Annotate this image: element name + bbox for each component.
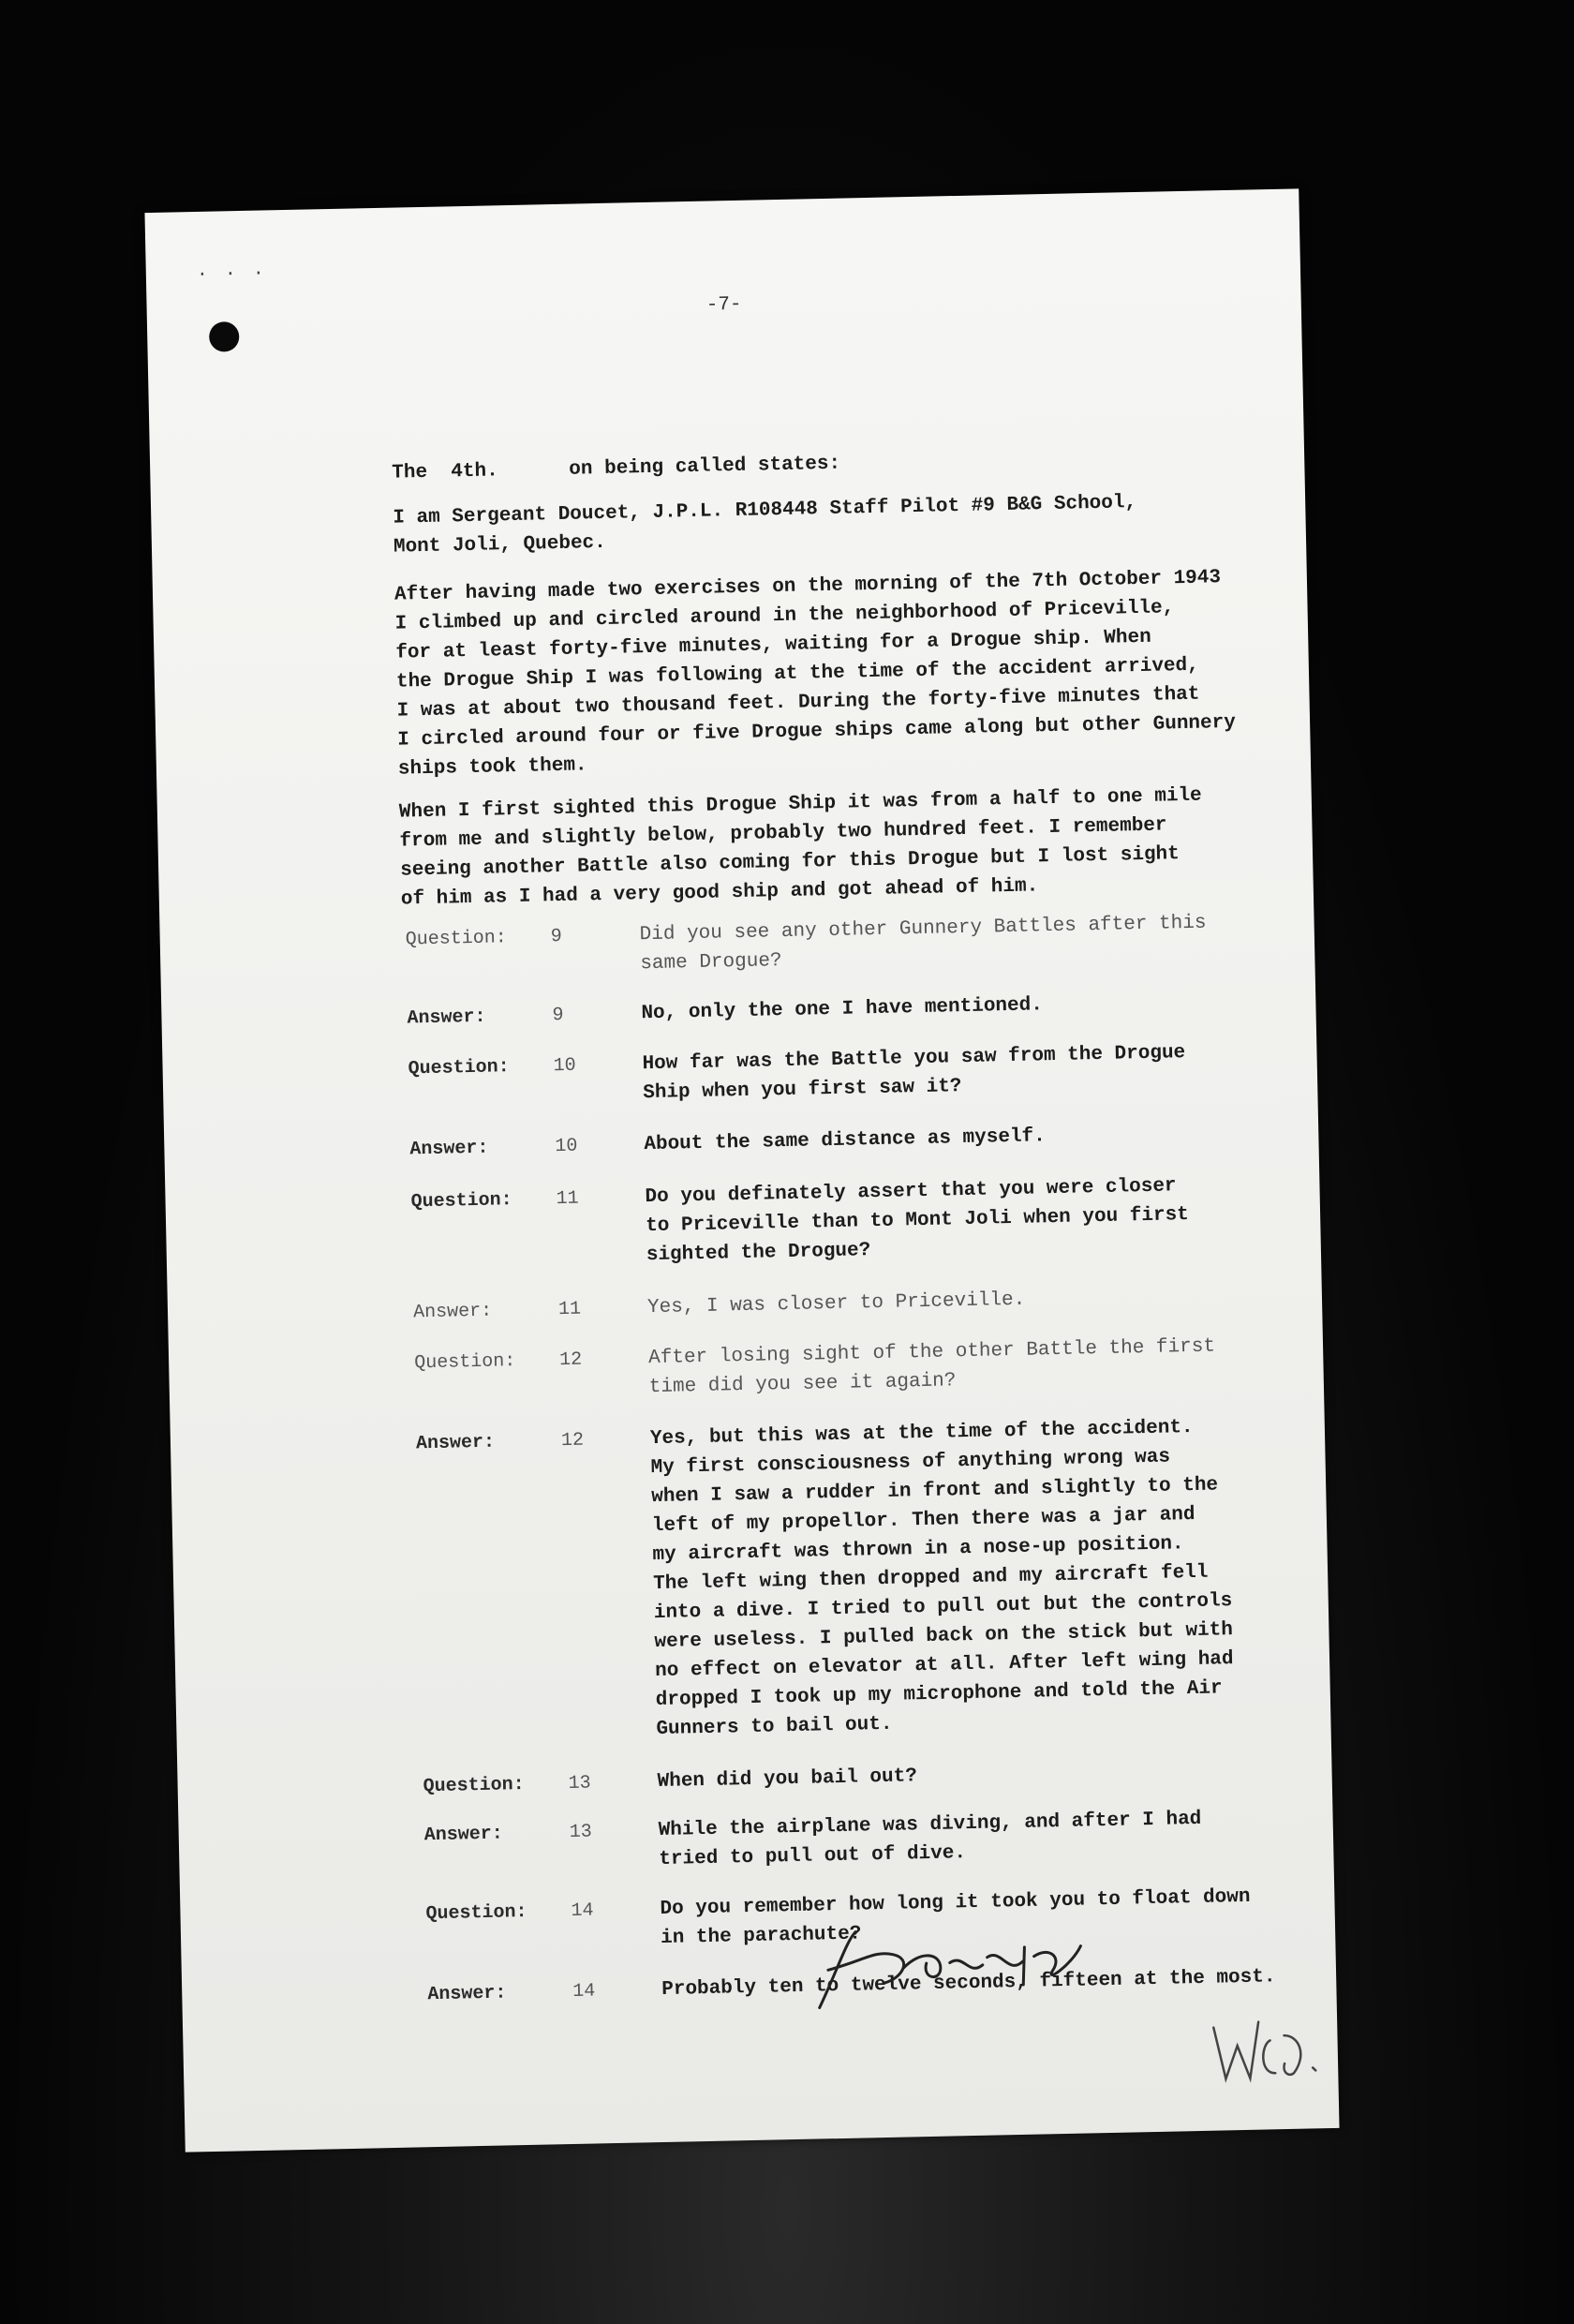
witness-identity: I am Sergeant Doucet, J.P.L. R108448 Staff Pilot #9 B&G School, Mont Joli, Quebec.: [393, 492, 1137, 559]
qa-number: 10: [555, 1135, 578, 1158]
qa-text: Do you definately assert that you were closer to Priceville than to Mont Joli when you first sighted the Drogue?: [645, 1175, 1190, 1267]
qa-text: Do you remember how long it took you to float down in the parachute?: [660, 1885, 1251, 1949]
handwritten-signature: [799, 1908, 1101, 2018]
qa-label: Answer:: [409, 1137, 489, 1161]
qa-label: Question:: [408, 1056, 510, 1080]
qa-number: 12: [558, 1348, 583, 1372]
page-number: -7-: [705, 293, 742, 317]
qa-number: 12: [560, 1429, 585, 1452]
qa-label: Question:: [425, 1900, 527, 1926]
qa-text: Did you see any other Gunnery Battles after this same Drogue?: [639, 912, 1207, 976]
qa-entry: [415, 1411, 1287, 1741]
qa-text: When did you bail out?: [657, 1765, 918, 1794]
qa-label: Answer:: [407, 1006, 486, 1030]
qa-label: Answer:: [412, 1300, 493, 1324]
qa-entry: [413, 1331, 1285, 1399]
qa-label: Question:: [405, 927, 508, 951]
corner-marks: · · ·: [196, 262, 268, 286]
statement-paragraph-2: When I first sighted this Drogue Ship it was from a half to one mile from me and slightly below, probably two hundred feet. I remember seeing another Battle also coming for this Drogue but I lost sight of him as I had a very good ship and got ahead of him.: [398, 784, 1202, 911]
qa-number: 10: [553, 1054, 576, 1078]
qa-number: 13: [568, 1772, 591, 1795]
qa-text: Yes, but this was at the time of the accident. My first consciousness of anything wrong was when I saw a rudder in front and slightly to the left of my propellor. Then there was a jar and my aircraft was thrown in a nose-up position. The left wing then dropped and my aircraft fell into a dive. I tried to pull out but the controls were useless. I pulled back on the stick but with no effect on elevator at all. After left wing had dropped I took up my microphone and told the Air Gunners to bail out.: [649, 1416, 1234, 1741]
statement-paragraph-1: After having made two exercises on the morning of the 7th October 1943 I climbed up and circled around in the neighborhood of Priceville, for at least forty-five minutes, waiting for a Drogue ship. When the Drogue Ship I was following at the time of the accident arrived, I was at about two thousand feet. During the forty-five minutes that I circled around four or five Drogue ships came along but other Gunnery ships took them.: [394, 567, 1237, 781]
qa-text: No, only the one I have mentioned.: [641, 994, 1044, 1025]
qa-entry: [425, 1882, 1297, 1949]
qa-number: 11: [556, 1187, 579, 1211]
qa-label: Question:: [413, 1350, 516, 1375]
qa-text: After losing sight of the other Battle the first time did you see it again?: [647, 1335, 1216, 1399]
qa-number: 11: [557, 1298, 582, 1321]
qa-label: Answer:: [423, 1823, 504, 1847]
qa-text: Probably ten to twelve seconds, fifteen at the most.: [661, 1966, 1276, 2001]
qa-entry: [408, 1036, 1279, 1105]
qa-text: While the airplane was diving, and after I had tried to pull out of dive.: [658, 1808, 1202, 1871]
qa-label: Answer:: [415, 1431, 496, 1455]
qa-text: Yes, I was closer to Priceville.: [646, 1289, 1026, 1319]
qa-label: Question:: [423, 1774, 525, 1798]
qa-number: 14: [572, 1980, 596, 2003]
qa-number: 13: [569, 1821, 593, 1844]
qa-text: About the same distance as myself.: [644, 1125, 1047, 1156]
qa-entry: [423, 1803, 1295, 1871]
qa-label: Answer:: [427, 1982, 507, 2006]
qa-number: 9: [550, 925, 562, 948]
qa-entry: [409, 1117, 1281, 1161]
qa-entry: [423, 1754, 1294, 1798]
qa-label: Question:: [410, 1189, 512, 1214]
qa-number: 9: [552, 1004, 564, 1027]
qa-entry: [412, 1280, 1284, 1324]
qa-text: How far was the Battle you saw from the Drogue Ship when you first saw it?: [642, 1042, 1186, 1105]
handwritten-initials: [1204, 2006, 1328, 2093]
document-page: [144, 188, 1339, 2152]
qa-entry: [410, 1169, 1282, 1267]
qa-entry: [407, 986, 1278, 1030]
witness-intro: The 4th. on being called states:: [392, 453, 841, 484]
qa-number: 14: [571, 1899, 594, 1922]
